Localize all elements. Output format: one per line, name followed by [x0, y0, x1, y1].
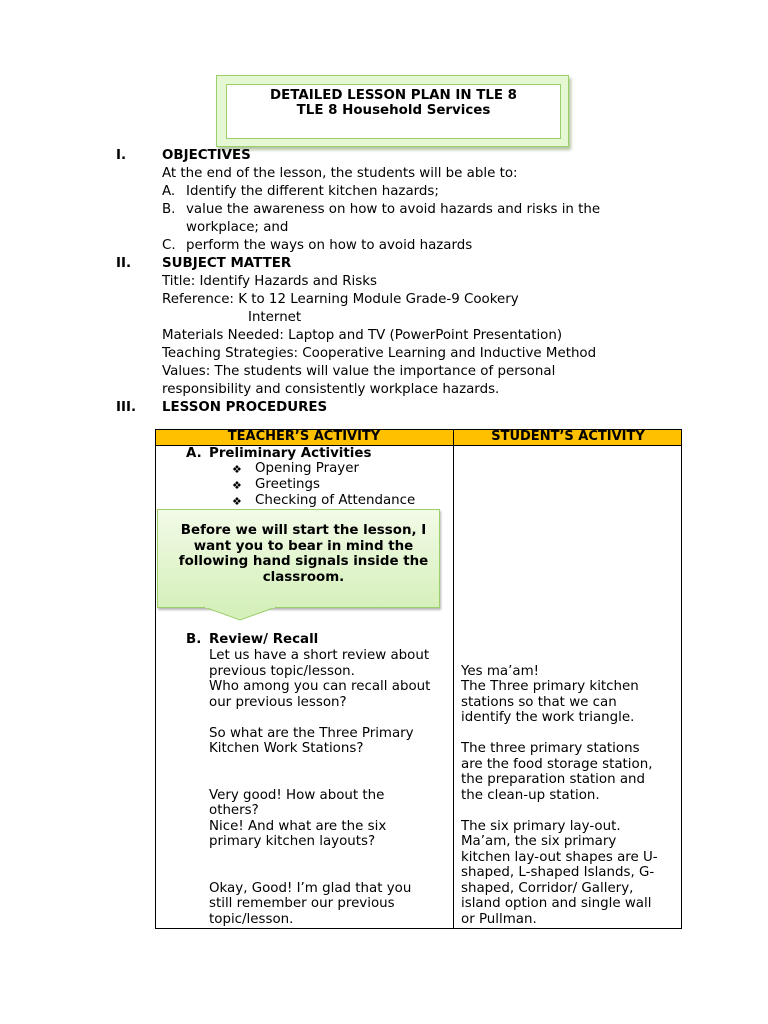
subject-reference-internet: Internet	[248, 310, 302, 325]
preliminary-letter: A.	[186, 446, 202, 461]
teacher-line: others?	[209, 803, 259, 818]
student-line: Yes ma’am!	[461, 664, 539, 679]
objective-c: perform the ways on how to avoid hazards	[186, 238, 473, 253]
review-letter: B.	[186, 632, 202, 647]
subject-strategies: Teaching Strategies: Cooperative Learning and Inductive Method	[162, 346, 597, 361]
diamond-bullet-icon: ❖	[232, 495, 242, 508]
subject-title: Title: Identify Hazards and Risks	[162, 274, 377, 289]
student-line: Ma’am, the six primary	[461, 834, 617, 849]
teacher-line: Kitchen Work Stations?	[209, 741, 364, 756]
student-line: are the food storage station,	[461, 757, 653, 772]
student-line: stations so that we can	[461, 695, 617, 710]
student-line: shaped, L-shaped Islands, G-	[461, 865, 655, 880]
diamond-bullet-icon: ❖	[232, 479, 242, 492]
column-header-student: STUDENT’S ACTIVITY	[491, 429, 645, 444]
objective-letter-a: A.	[162, 184, 176, 199]
student-line: kitchen lay-out shapes are U-	[461, 850, 658, 865]
review-title: Review/ Recall	[209, 632, 319, 647]
document-title: DETAILED LESSON PLAN IN TLE 8	[270, 88, 517, 103]
callout-text: Before we will start the lesson, I want you to bear in mind the following hand signals inside the classroom.	[178, 523, 429, 585]
diamond-bullet-icon: ❖	[232, 463, 242, 476]
section-title-objectives: OBJECTIVES	[162, 148, 251, 163]
student-line: identify the work triangle.	[461, 710, 635, 725]
student-line: The Three primary kitchen	[461, 679, 639, 694]
objective-letter-b: B.	[162, 202, 176, 217]
teacher-line: Let us have a short review about	[209, 648, 430, 663]
student-line: shaped, Corridor/ Gallery,	[461, 881, 634, 896]
teacher-line: our previous lesson?	[209, 695, 347, 710]
teacher-line: So what are the Three Primary	[209, 726, 414, 741]
prelim-item-greetings: Greetings	[255, 477, 320, 492]
student-line: The three primary stations	[461, 741, 640, 756]
objective-b-continued: workplace; and	[186, 220, 289, 235]
subject-materials: Materials Needed: Laptop and TV (PowerPoint Presentation)	[162, 328, 563, 343]
student-line: island option and single wall	[461, 896, 652, 911]
student-line: the preparation station and	[461, 772, 646, 787]
table-column-divider	[453, 429, 454, 929]
subject-values-continued: responsibility and consistently workplace hazards.	[162, 382, 500, 397]
teacher-line: topic/lesson.	[209, 912, 294, 927]
teacher-line: previous topic/lesson.	[209, 664, 355, 679]
section-title-procedures: LESSON PROCEDURES	[162, 400, 328, 415]
teacher-line: Okay, Good! I’m glad that you	[209, 881, 412, 896]
objective-letter-c: C.	[162, 238, 176, 253]
section-number-subject-matter: II.	[116, 256, 132, 271]
teacher-line: still remember our previous	[209, 896, 395, 911]
section-number-procedures: III.	[116, 400, 137, 415]
subject-values: Values: The students will value the importance of personal	[162, 364, 556, 379]
section-title-subject-matter: SUBJECT MATTER	[162, 256, 292, 271]
objective-b: value the awareness on how to avoid hazards and risks in the	[186, 202, 601, 217]
callout-pointer	[204, 606, 278, 622]
subject-reference: Reference: K to 12 Learning Module Grade-9 Cookery	[162, 292, 519, 307]
teacher-line: Nice! And what are the six	[209, 819, 387, 834]
section-number-objectives: I.	[116, 148, 127, 163]
document-subtitle: TLE 8 Household Services	[296, 103, 491, 118]
prelim-item-attendance: Checking of Attendance	[255, 493, 416, 508]
teacher-line: Who among you can recall about	[209, 679, 431, 694]
teacher-line: Very good! How about the	[209, 788, 385, 803]
objective-a: Identify the different kitchen hazards;	[186, 184, 439, 199]
student-line: the clean-up station.	[461, 788, 600, 803]
column-header-teacher: TEACHER’S ACTIVITY	[227, 429, 381, 444]
teacher-line: primary kitchen layouts?	[209, 834, 376, 849]
prelim-item-prayer: Opening Prayer	[255, 461, 359, 476]
student-line: The six primary lay-out.	[461, 819, 621, 834]
student-line: or Pullman.	[461, 912, 537, 927]
objectives-intro: At the end of the lesson, the students will be able to:	[162, 166, 518, 181]
preliminary-title: Preliminary Activities	[209, 446, 372, 461]
